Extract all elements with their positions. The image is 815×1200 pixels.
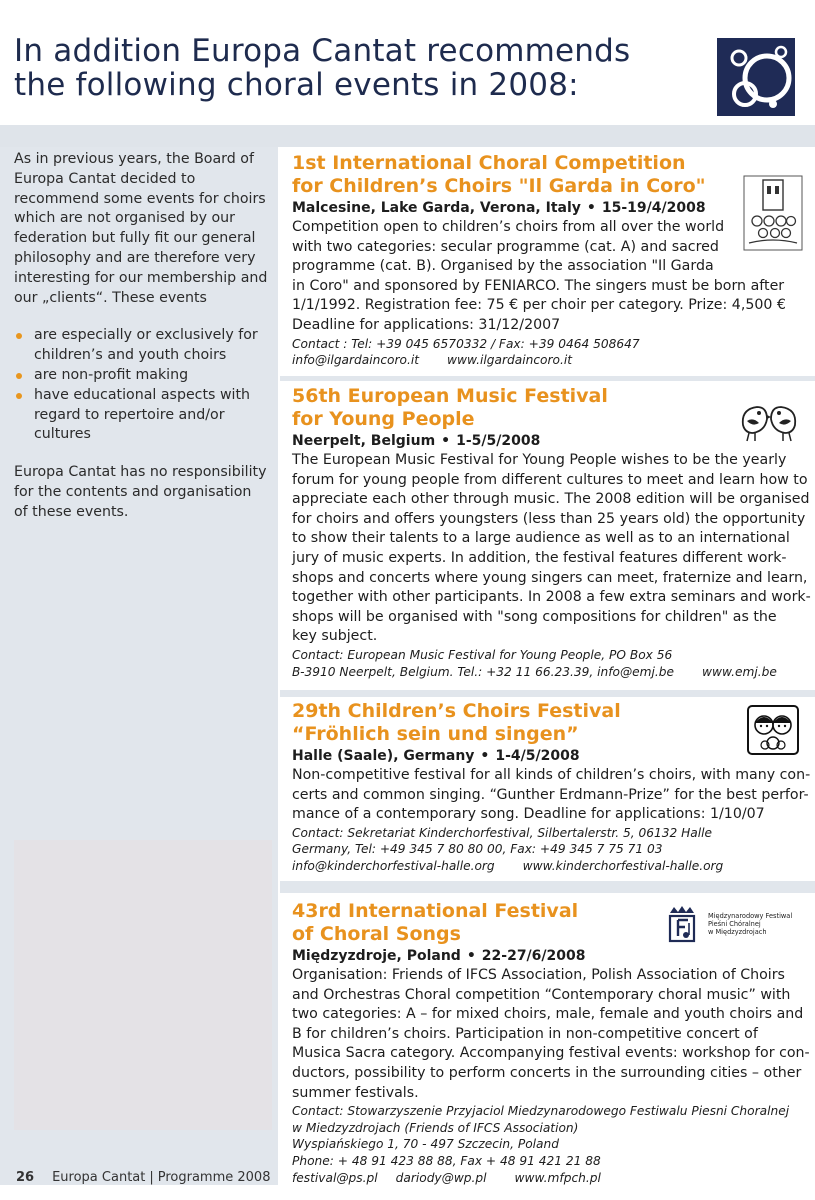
event-body-line: in Coro" and sponsored by FENIARCO. The singers must be born after: [292, 277, 785, 294]
event-place: Malcesine, Lake Garda, Verona, Italy: [292, 200, 581, 216]
event-body-line: Musica Sacra category. Accompanying festival events: workshop for con-: [292, 1045, 810, 1062]
event-body-line: 1/1/1992. Registration fee: 75 € per choir per category. Prize: 4,500 €: [292, 297, 786, 314]
event-place: Halle (Saale), Germany: [292, 748, 475, 764]
event-contact-line: Wyspiańskiego 1, 70 - 497 Szczecin, Poland: [292, 1137, 559, 1152]
bullet-dot: •: [480, 748, 490, 764]
event-contact-phone: Contact : Tel: +39 045 6570332 / Fax: +39 0464 508647: [292, 336, 640, 351]
event-body-line: for choirs and offers youngsters (less than 25 years old) the opportunity: [292, 510, 806, 527]
event-body-line: certs and common singing. “Gunther Erdmann-Prize” for the best perfor-: [292, 786, 809, 803]
event-body-line: B for children’s choirs. Participation in non-competitive concert of: [292, 1025, 758, 1042]
event-body-line: summer festivals.: [292, 1084, 419, 1101]
event-contact-address: Contact: European Music Festival for Young People, PO Box 56: [292, 647, 673, 662]
event-dates: 1-5/5/2008: [456, 433, 541, 449]
event-contact-phone: B-3910 Neerpelt, Belgium. Tel.: +32 11 66.23.39, info@emj.be: [292, 664, 675, 679]
event-title: [292, 381, 803, 431]
event-body-line: forum for young people from different cultures to meet and learn how to: [292, 471, 808, 488]
page-number: 26: [16, 1170, 35, 1185]
event-body-line: Deadline for applications: 31/12/2007: [292, 316, 561, 333]
footer-separator: |: [149, 1170, 154, 1185]
event-contact: [292, 1103, 803, 1186]
event-email-link[interactable]: info@kinderchorfestival-halle.org: [292, 858, 495, 873]
event-title-line: for Young People: [292, 408, 475, 430]
event-title-line: 29th Children’s Choirs Festival: [292, 700, 621, 722]
event-location: [292, 746, 803, 766]
sidebar-disclaimer: Europa Cantat has no responsibility for the contents and organisation of these events.: [14, 464, 267, 520]
event-location: [292, 946, 803, 966]
crown-note-logo-icon: [666, 905, 698, 943]
event-description: [292, 451, 811, 647]
sidebar: [14, 150, 269, 523]
event-contact-address: Contact: Sekretariat Kinderchorfestival, Silbertalerstr. 5, 06132 Halle: [292, 825, 713, 840]
sidebar-bullet: are non-profit making: [14, 366, 269, 386]
event-title-line: of Choral Songs: [292, 923, 461, 945]
page-footer: [16, 1170, 270, 1185]
sidebar-bullet-list: [14, 326, 269, 445]
event-body-line: key subject.: [292, 628, 378, 645]
event-card-garda: [280, 147, 815, 376]
birds-logo-icon: [735, 395, 803, 443]
event-email-link[interactable]: dariody@wp.pl: [395, 1170, 487, 1185]
bullet-dot: •: [466, 948, 476, 964]
event-location: [292, 431, 803, 451]
event-title-number: 43rd International Festival: [292, 900, 579, 922]
page-title-line-2: the following choral events in 2008:: [14, 67, 579, 103]
sidebar-bullet: are especially or exclusively for children’s and youth choirs: [14, 326, 269, 366]
event-description: [292, 218, 803, 336]
event-body-line: shops will be organised with "song compositions for children" as the: [292, 608, 777, 625]
event-card-neerpelt: [280, 381, 815, 690]
event-description: [292, 966, 810, 1103]
logo-caption-line: Międzynarodowy Festiwal: [708, 912, 793, 920]
event-title-line: 56th European Music Festival: [292, 385, 608, 407]
event-body-line: mance of a contemporary song. Deadline for applications: 1/10/07: [292, 806, 765, 823]
event-web-link[interactable]: www.emj.be: [702, 664, 777, 679]
event-card-miedzyzdroje: [280, 893, 815, 1185]
event-body-line: Organisation: Friends of IFCS Association, Polish Association of Choirs: [292, 967, 785, 983]
event-email-link[interactable]: festival@ps.pl: [292, 1170, 378, 1185]
page-title-line-1: In addition Europa Cantat recommends: [14, 33, 631, 69]
header-band: [0, 125, 815, 147]
faint-background-block: [14, 840, 272, 1130]
event-body-line: ductors, possibility to perform concerts in the surrounding cities – other: [292, 1064, 802, 1081]
event-web-link[interactable]: www.kinderchorfestival-halle.org: [522, 858, 724, 873]
bullet-dot: •: [586, 200, 596, 216]
bullet-dot: •: [441, 433, 451, 449]
event-title: [292, 697, 803, 746]
event-title-line: 1st International Choral Competition: [292, 152, 686, 174]
event-place: Międzyzdroje, Poland: [292, 948, 461, 964]
event-body-line: with two categories: secular programme (cat. A) and sacred: [292, 238, 719, 255]
event-body-line: and Orchestras Choral competition “Contemporary choral music” with: [292, 986, 791, 1003]
event-body-line: two categories: A – for mixed choirs, male, female and youth choirs and: [292, 1006, 804, 1023]
children-faces-logo-icon: [747, 705, 799, 755]
event-title-line: for Children’s Choirs "Il Garda in Coro": [292, 175, 706, 197]
event-body-line: The European Music Festival for Young People wishes to be the yearly: [292, 452, 787, 468]
logo-caption: [708, 912, 808, 936]
event-body-line: Competition open to children’s choirs from all over the world: [292, 219, 725, 235]
event-description: [292, 766, 811, 825]
event-place: Neerpelt, Belgium: [292, 433, 436, 449]
event-body-line: jury of music experts. In addition, the festival features different work-: [292, 549, 787, 566]
event-web-link[interactable]: www.ilgardaincoro.it: [447, 353, 572, 368]
event-contact: [292, 647, 803, 680]
event-location: [292, 198, 803, 218]
sidebar-intro: As in previous years, the Board of Europa Cantat decided to recommend some events for choirs which are not organised by our federation but fully fit our general philosophy and are therefore very interesting for our membership and our „clients“. These events: [14, 151, 268, 306]
event-body-line: to show their talents to a large audience as well as to an international: [292, 530, 790, 547]
event-email-link[interactable]: info@ilgardaincoro.it: [292, 353, 420, 368]
europa-cantat-logo-icon: [717, 38, 795, 116]
event-dates: 22-27/6/2008: [481, 948, 586, 964]
event-contact: [292, 336, 803, 369]
event-body-line: shops and concerts where young singers can meet, fraternize and learn,: [292, 569, 808, 586]
event-card-halle: [280, 697, 815, 881]
event-title: [292, 147, 803, 198]
event-contact-phone: Germany, Tel: +49 345 7 80 80 00, Fax: +49 345 7 75 71 03: [292, 842, 663, 857]
event-body-line: appreciate each other through music. The 2008 edition will be organised: [292, 491, 810, 508]
sidebar-bullet: have educational aspects with regard to repertoire and/or cultures: [14, 386, 269, 445]
event-body-line: Non-competitive festival for all kinds of children’s choirs, with many con-: [292, 767, 811, 783]
logo-caption-line: w Międzyzdrojach: [708, 928, 767, 936]
event-dates: 1-4/5/2008: [495, 748, 580, 764]
event-web-link[interactable]: www.mfpch.pl: [514, 1170, 601, 1185]
event-contact-line: w Miedzyzdrojach (Friends of IFCS Association): [292, 1120, 579, 1135]
castle-choir-logo-icon: [743, 175, 803, 251]
logo-caption-line: Pieśni Chóralnej: [708, 920, 761, 928]
event-title-line: “Fröhlich sein und singen”: [292, 723, 579, 745]
page-title: [14, 34, 694, 102]
footer-edition: Programme 2008: [157, 1170, 271, 1185]
event-body-line: programme (cat. B). Organised by the association "Il Garda: [292, 258, 714, 275]
event-contact-line: Contact: Stowarzyszenie Przyjaciol Miedzynarodowego Festiwalu Piesni Choralnej: [292, 1104, 790, 1119]
event-contact: [292, 825, 803, 875]
event-contact-line: Phone: + 48 91 423 88 88, Fax + 48 91 421 21 88: [292, 1153, 601, 1168]
event-dates: 15-19/4/2008: [601, 200, 706, 216]
event-body-line: together with other participants. In 2008 a few extra seminars and work-: [292, 589, 811, 606]
footer-publication: Europa Cantat: [52, 1170, 146, 1185]
